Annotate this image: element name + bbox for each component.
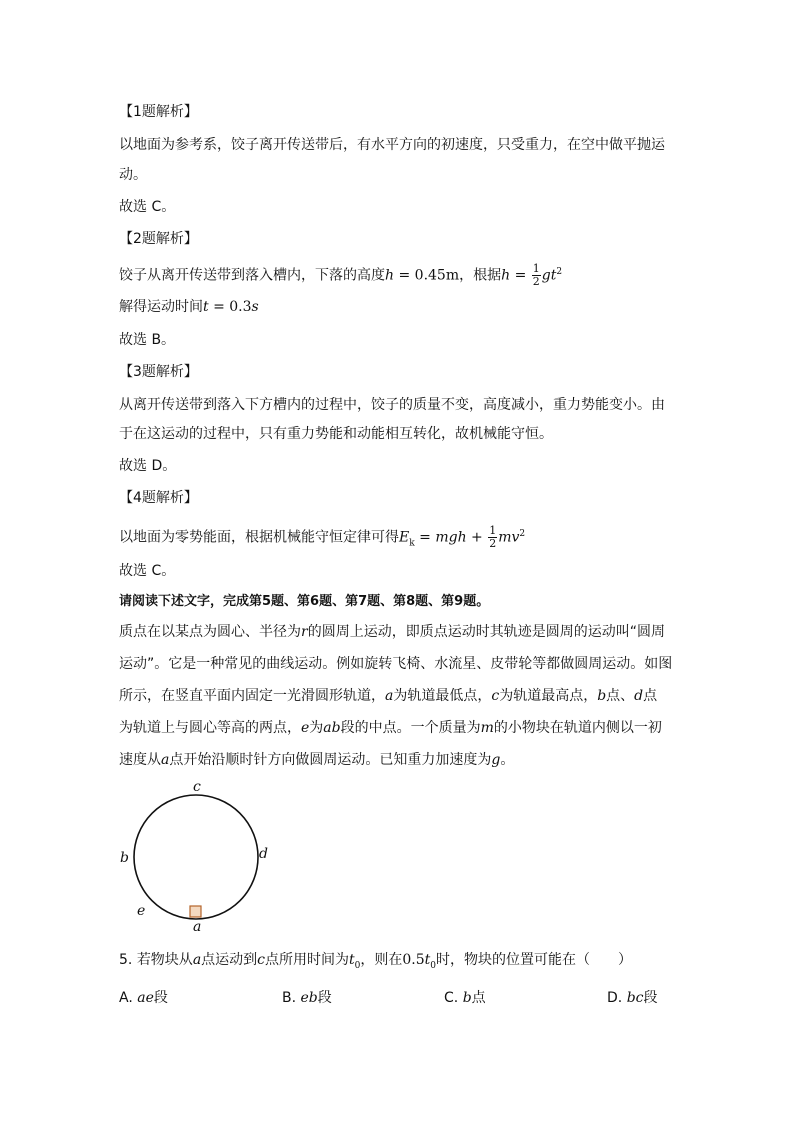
- q5-text: 点运动到: [201, 952, 258, 968]
- gravity-symbol: g: [491, 752, 501, 768]
- half-coefficient: 0.5: [402, 952, 425, 968]
- passage-text: 为轨道最高点，: [499, 688, 598, 704]
- option-a[interactable]: [119, 988, 168, 1008]
- passage-text: 段的中点。一个质量为: [340, 720, 481, 736]
- fraction-denominator: 2: [489, 537, 497, 551]
- option-letter: B.: [282, 990, 297, 1006]
- point-c-symbol: c: [491, 688, 500, 704]
- fraction-denominator: 2: [532, 275, 540, 289]
- q2-formula-lhs: h: [501, 267, 511, 284]
- passage-text: 。: [500, 752, 515, 768]
- option-suffix: 段: [317, 990, 332, 1006]
- option-segment: bc: [626, 990, 644, 1006]
- q3-answer: 故选 D。: [119, 458, 177, 474]
- point-a-symbol: a: [192, 952, 202, 968]
- fraction-numerator: 1: [532, 262, 540, 276]
- q2-analysis-text-line1: [119, 262, 679, 288]
- q4-ek-symbol: E: [399, 529, 410, 546]
- q2-analysis-heading: 【2题解析】: [119, 231, 198, 247]
- point-d-symbol: d: [634, 688, 644, 704]
- q5-text: 若物块从: [136, 952, 193, 968]
- reading-instruction: 请阅读下述文字，完成第5题、第6题、第7题、第8题、第9题。: [119, 594, 490, 609]
- point-a-symbol: a: [161, 752, 170, 768]
- passage-line4: [119, 718, 679, 738]
- q4-ek-subscript: k: [409, 538, 415, 549]
- option-segment: ae: [137, 990, 154, 1006]
- option-segment: b: [462, 990, 472, 1006]
- option-suffix: 段: [643, 990, 658, 1006]
- q3-analysis-text-line2: 于在这运动的过程中，只有重力势能和动能相互转化，故机械能守恒。: [119, 426, 553, 442]
- option-letter: C.: [444, 990, 459, 1006]
- option-suffix: 段: [153, 990, 168, 1006]
- q4-analysis-heading: 【4题解析】: [119, 490, 198, 506]
- option-letter: A.: [119, 990, 133, 1006]
- passage-text: 点、: [606, 688, 635, 704]
- q2-formula-rhs: gt: [541, 267, 557, 284]
- q1-analysis-heading: 【1题解析】: [119, 104, 198, 120]
- label-e: e: [137, 903, 146, 919]
- q4-equation-middle: = mgh +: [414, 529, 488, 546]
- circular-track: [134, 795, 258, 919]
- q4-mv-exponent: 2: [519, 529, 526, 539]
- t0-subscript: 0: [354, 960, 361, 971]
- q5-number: 5.: [119, 952, 133, 968]
- passage-text: 点: [643, 688, 658, 704]
- q2-formula-eq: =: [510, 267, 531, 284]
- option-suffix: 点: [471, 990, 486, 1006]
- circular-track-figure: [110, 775, 290, 935]
- point-a-symbol: a: [385, 688, 394, 704]
- q2-text-a: 饺子从离开传送带到落入槽内，下落的高度: [119, 267, 385, 284]
- q2-time-value: = 0.3: [208, 299, 252, 315]
- label-b: b: [120, 850, 129, 866]
- q5-text: 点所用时间为: [265, 952, 350, 968]
- q2-answer: 故选 B。: [119, 332, 176, 348]
- q2-text-b: ，根据: [459, 267, 502, 284]
- passage-line2: 运动”。它是一种常见的曲线运动。例如旋转飞椅、水流星、皮带轮等都做圆周运动。如图: [119, 656, 673, 672]
- point-b-symbol: b: [597, 688, 607, 704]
- passage-text: 的圆周上运动，即质点运动时其轨迹是圆周的运动叫“圆周: [307, 624, 665, 640]
- option-letter: D.: [607, 990, 623, 1006]
- q2-height-value: = 0.45m: [394, 267, 460, 284]
- q2-analysis-text-line2: [119, 297, 679, 317]
- q5-text: ，则在: [360, 952, 403, 968]
- q3-analysis-text-line1: 从离开传送带到落入下方槽内的过程中，饺子的质量不变，高度减小，重力势能变小。由: [119, 397, 665, 413]
- q4-answer: 故选 C。: [119, 563, 176, 579]
- q4-analysis-text-line1: [119, 524, 679, 553]
- passage-text: 所示，在竖直平面内固定一光滑圆形轨道，: [119, 688, 385, 704]
- passage-text: 速度从: [119, 752, 161, 768]
- passage-line5: [119, 750, 679, 770]
- option-b[interactable]: [282, 988, 332, 1008]
- passage-text: 的小物块在轨道内侧以一初: [493, 720, 662, 736]
- passage-text: 为轨道最低点，: [393, 688, 492, 704]
- q1-analysis-text-line2: 动。: [119, 167, 147, 183]
- label-d: d: [259, 846, 268, 862]
- option-d[interactable]: [607, 988, 658, 1008]
- q2-formula-exponent: 2: [556, 267, 563, 277]
- q1-analysis-text-line1: 以地面为参考系，饺子离开传送带后，有水平方向的初速度，只受重力，在空中做平抛运: [119, 137, 665, 153]
- radius-symbol: r: [301, 624, 308, 640]
- q5-stem: [119, 950, 679, 976]
- point-c-symbol: c: [257, 952, 266, 968]
- passage-text: 质点在以某点为圆心、半径为: [119, 624, 301, 640]
- t0-symbol: t: [424, 952, 431, 968]
- q2-half-fraction: [532, 263, 541, 288]
- mass-symbol: m: [480, 720, 494, 736]
- q2-time-symbol: t: [203, 299, 209, 315]
- option-c[interactable]: [444, 988, 486, 1008]
- passage-text: 为轨道上与圆心等高的两点，: [119, 720, 301, 736]
- passage-text: 为: [309, 720, 324, 736]
- t0-subscript: 0: [430, 960, 437, 971]
- passage-line3: [119, 686, 679, 706]
- passage-line1: [119, 622, 679, 642]
- segment-ab-symbol: ab: [323, 720, 341, 736]
- fraction-numerator: 1: [489, 524, 497, 538]
- q1-answer: 故选 C。: [119, 199, 176, 215]
- q4-text-a: 以地面为零势能面，根据机械能守恒定律可得: [119, 529, 399, 546]
- q2-time-unit: s: [251, 299, 259, 315]
- point-e-symbol: e: [301, 720, 310, 736]
- t0-symbol: t: [349, 952, 355, 968]
- q3-analysis-heading: 【3题解析】: [119, 364, 198, 380]
- label-c: c: [193, 779, 201, 795]
- passage-text: 点开始沿顺时针方向做圆周运动。已知重力加速度为: [169, 752, 492, 768]
- q2-height-symbol: h: [385, 267, 395, 284]
- small-block: [190, 906, 201, 917]
- option-segment: eb: [300, 990, 318, 1006]
- q5-text: 时，物块的位置可能在（ ）: [436, 952, 633, 968]
- q4-mv-term: mv: [498, 529, 520, 546]
- q4-half-fraction: [488, 525, 497, 550]
- q2-text-c: 解得运动时间: [119, 299, 203, 315]
- label-a: a: [193, 919, 202, 935]
